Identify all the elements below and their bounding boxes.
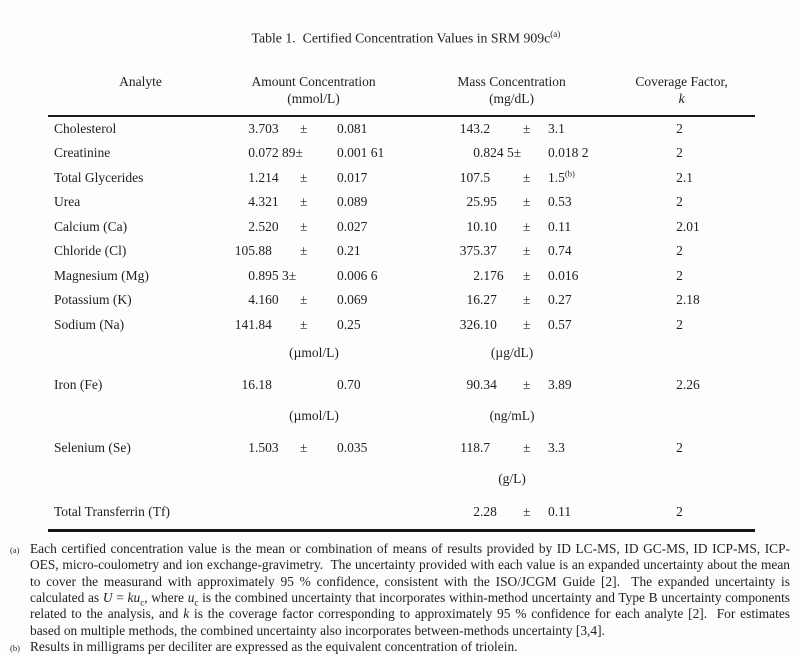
mass-uncertainty-cell: 0.11: [548, 504, 572, 520]
table-row: [48, 432, 755, 463]
amount-value-int-cell: 1: [248, 169, 255, 185]
amount-value-int-cell: 0: [248, 145, 255, 161]
mass-value-int-cell: 10: [466, 218, 481, 234]
coverage-factor-cell: [608, 337, 755, 369]
analyte-cell: Urea: [54, 194, 81, 210]
srm-certified-values-table: [48, 67, 755, 533]
mass-value-frac-cell: .95: [480, 194, 497, 210]
coverage-factor-cell: 2: [676, 243, 683, 259]
amount-pm-cell: [293, 495, 325, 531]
table-body: [48, 116, 755, 531]
table-title: [0, 0, 798, 63]
amount-header-unit: (mmol/L): [287, 90, 340, 106]
mass-value-frac-cell: .5: [480, 169, 491, 185]
amount-uncertainty-cell: 0.089: [337, 194, 368, 210]
analyte-cell: Iron (Fe): [54, 377, 103, 393]
mass-uncertainty-cell: 3.1: [548, 120, 565, 136]
mass-pm-cell: ±: [523, 169, 531, 185]
amount-uncertainty-cell: 0.70: [337, 377, 361, 393]
amount-value-frac-cell: .503: [255, 440, 279, 456]
mass-pm-cell: ±: [523, 218, 531, 234]
mass-uncertainty-cell: 0.27: [548, 292, 572, 308]
footnote-a-marker: (a): [550, 29, 561, 39]
coverage-factor-cell: 2: [676, 145, 683, 161]
amount-value-int-cell: 141: [234, 316, 255, 332]
coverage-factor-cell: 2.1: [676, 169, 693, 185]
amount-unit-label: (µmol/L): [289, 408, 339, 424]
amount-pm-cell: [293, 264, 325, 289]
column-header-amount-concentration: [198, 67, 400, 116]
amount-value-frac-cell: .84: [255, 316, 272, 332]
mass-uncertainty-cell: 0.74: [548, 243, 572, 259]
amount-value-frac-cell: .895 3±: [255, 267, 297, 283]
mass-value-frac-cell: .27: [480, 292, 497, 308]
column-header-mass-concentration: [400, 67, 608, 116]
analyte-cell: Chloride (Cl): [54, 243, 127, 259]
analyte-cell: Potassium (K): [54, 292, 132, 308]
amount-header-line1: Amount Concentration: [251, 73, 376, 89]
mass-pm-cell: ±: [523, 377, 531, 393]
amount-value-frac-cell: .072 89±: [255, 145, 303, 161]
amount-value-int-cell: 105: [234, 243, 255, 259]
amount-pm-cell: ±: [300, 169, 308, 185]
amount-value-int-cell: 1: [248, 440, 255, 456]
amount-value-frac-cell: .520: [255, 218, 279, 234]
analyte-cell: Sodium (Na): [54, 316, 125, 332]
amount-value-int-cell: 4: [248, 292, 255, 308]
amount-pm-cell: ±: [300, 440, 308, 456]
coverage-factor-cell: [608, 463, 755, 495]
analyte-cell: Magnesium (Mg): [54, 267, 149, 283]
mass-pm-cell: ±: [523, 292, 531, 308]
amount-value-int-cell: 2: [248, 218, 255, 234]
amount-uncertainty-cell: 0.069: [337, 292, 368, 308]
mass-value-int-cell: 16: [466, 292, 481, 308]
mass-uncertainty-cell: 0.018 2: [548, 145, 589, 161]
footnote-b: [8, 639, 790, 655]
mass-pm-cell: ±: [523, 440, 531, 456]
footnote-text: Results in milligrams per deciliter are expressed as the equivalent concentration of triolein.: [30, 638, 518, 654]
footnote-marker: (b): [10, 642, 20, 653]
analyte-cell: [48, 463, 198, 495]
mass-value-int-cell: 2: [473, 267, 481, 283]
mass-value-int-cell: 118: [460, 440, 481, 456]
amount-uncertainty-cell: [325, 495, 400, 531]
amount-pm-cell: ±: [300, 120, 308, 136]
table-row: [48, 190, 755, 215]
mass-value-int-cell: 25: [466, 194, 481, 210]
mass-value-int-cell: 107: [459, 169, 481, 185]
coverage-factor-cell: 2: [676, 120, 683, 136]
coverage-factor-cell: 2: [676, 267, 683, 283]
column-header-analyte: [48, 67, 198, 116]
table-row: [48, 369, 755, 400]
amount-pm-cell: ±: [300, 218, 308, 234]
mass-uncertainty-cell: 0.016: [548, 267, 579, 283]
table-row: [48, 215, 755, 240]
footnote-text: Each certified concentration value is the mean or combination of means of results provided by ID LC-MS, ID GC-MS, ID ICP-MS, ICP-OES, micro-coulometry and ion exchange-gravimetry. The uncertainty provided with each value is an expanded uncertainty about the mean to cover the measurand with approximately 95 % confidence, consistent with the ISO/JCGM Guide [2]. The expanded uncertainty is calculated as $U = ku_c$, where $u_c$ is the combined uncertainty that incorporates within-method uncertainty and Type B uncertainty components related to the analysis, and k is the coverage factor corresponding to approximately 95 % confidence for each analyte [2]. For estimates based on multiple methods, the combined uncertainty also incorporates between-methods uncertainty [3,4].: [30, 541, 791, 638]
amount-uncertainty-cell: 0.017: [337, 169, 368, 185]
footnotes-block: [8, 541, 790, 655]
amount-value-int-cell: 4: [248, 194, 255, 210]
analyte-cell: Total Glycerides: [54, 169, 144, 185]
mass-unit-label: (g/L): [498, 471, 526, 487]
mass-value-frac-cell: .10: [480, 218, 497, 234]
amount-pm-cell: ±: [300, 292, 308, 308]
amount-pm-cell: ±: [300, 316, 308, 332]
amount-uncertainty-cell: 0.006 6: [337, 267, 378, 283]
amount-value-frac-cell: .18: [255, 377, 272, 393]
analyte-cell: [48, 400, 198, 432]
mass-pm-cell: ±: [523, 243, 531, 259]
mass-uncertainty-cell: 0.57: [548, 316, 572, 332]
amount-uncertainty-cell: 0.001 61: [337, 145, 385, 161]
amount-uncertainty-cell: 0.081: [337, 120, 368, 136]
mass-value-frac-cell: .824 5±: [480, 145, 522, 161]
table-row: [48, 141, 755, 166]
units-row: [48, 337, 755, 369]
mass-value-int-cell: 375: [459, 243, 481, 259]
footnote-marker: (a): [10, 545, 20, 556]
coverage-factor-cell: 2.01: [676, 218, 700, 234]
mass-value-frac-cell: .2: [480, 120, 491, 136]
table-row: [48, 495, 755, 531]
table-title-text: Table 1. Certified Concentration Values in SRM 909c: [251, 30, 551, 46]
footnote-a: [8, 541, 790, 639]
mass-value-int-cell: 143: [459, 120, 481, 136]
amount-uncertainty-cell: 0.027: [337, 218, 368, 234]
amount-unit-label: [198, 463, 400, 495]
amount-uncertainty-cell: 0.25: [337, 316, 361, 332]
coverage-header-k: k: [678, 90, 685, 106]
table-row: [48, 264, 755, 289]
units-row: [48, 400, 755, 432]
amount-value-frac-cell: .160: [255, 292, 279, 308]
mass-value-int-cell: 2: [473, 504, 481, 520]
amount-pm-cell: ±: [300, 194, 308, 210]
mass-value-frac-cell: .37: [480, 243, 497, 259]
coverage-factor-cell: 2: [676, 440, 683, 456]
column-header-coverage-factor: [608, 67, 755, 116]
analyte-cell: Selenium (Se): [54, 440, 131, 456]
amount-value-frac-cell: .703: [255, 120, 279, 136]
mass-pm-cell: ±: [523, 504, 531, 520]
table-row: [48, 239, 755, 264]
table-row: [48, 313, 755, 338]
analyte-cell: [48, 337, 198, 369]
amount-value-frac-cell: .321: [255, 194, 279, 210]
mass-uncertainty-cell: 0.53: [548, 194, 572, 210]
coverage-factor-cell: 2.18: [676, 292, 700, 308]
table-header: [48, 67, 755, 116]
table-row: [48, 166, 755, 191]
amount-value-int-cell: 3: [248, 120, 255, 136]
analyte-cell: Cholesterol: [54, 120, 117, 136]
mass-uncertainty-cell: 1.5$^{(b)}$: [548, 168, 575, 185]
coverage-factor-cell: 2.26: [676, 377, 700, 393]
mass-value-frac-cell: .10: [480, 316, 497, 332]
table-row: [48, 288, 755, 313]
analyte-cell: Creatinine: [54, 145, 111, 161]
mass-value-int-cell: 90: [466, 377, 481, 393]
mass-pm-cell: ±: [523, 194, 531, 210]
coverage-header-line1: Coverage Factor,: [635, 73, 728, 89]
mass-value-frac-cell: .176: [480, 267, 504, 283]
table-row: [48, 116, 755, 142]
mass-unit-label: (ng/mL): [489, 408, 535, 424]
mass-header-unit: (mg/dL): [489, 90, 535, 106]
mass-value-frac-cell: .34: [480, 377, 497, 393]
mass-pm-cell: ±: [523, 120, 531, 136]
analyte-cell: Calcium (Ca): [54, 218, 128, 234]
mass-value-int-cell: 326: [459, 316, 481, 332]
mass-uncertainty-cell: 3.89: [548, 377, 572, 393]
coverage-factor-cell: 2: [676, 504, 683, 520]
amount-value-int-cell: 16: [241, 377, 255, 393]
analyte-cell: Total Transferrin (Tf): [54, 504, 171, 520]
amount-uncertainty-cell: 0.035: [337, 440, 368, 456]
analyte-header-label: Analyte: [119, 73, 162, 89]
amount-unit-label: (µmol/L): [289, 345, 339, 361]
coverage-factor-cell: 2: [676, 316, 683, 332]
mass-pm-cell: ±: [523, 316, 531, 332]
amount-value-frac-cell: [255, 495, 293, 531]
mass-header-line1: Mass Concentration: [457, 73, 566, 89]
amount-value-frac-cell: .88: [255, 243, 272, 259]
mass-pm-cell: ±: [523, 267, 531, 283]
mass-uncertainty-cell: 0.11: [548, 218, 572, 234]
mass-value-frac-cell: .28: [480, 504, 497, 520]
mass-unit-label: (µg/dL): [490, 345, 534, 361]
amount-value-int-cell: 0: [248, 267, 255, 283]
mass-value-int-cell: 0: [473, 145, 481, 161]
mass-value-frac-cell: .7: [480, 440, 491, 456]
coverage-factor-cell: [608, 400, 755, 432]
mass-uncertainty-cell: 3.3: [548, 440, 565, 456]
header-row: [48, 67, 755, 116]
amount-value-frac-cell: .214: [255, 169, 279, 185]
units-row: [48, 463, 755, 495]
coverage-factor-cell: 2: [676, 194, 683, 210]
amount-pm-cell: [293, 369, 325, 400]
footnote-b-marker: (b): [564, 168, 575, 179]
amount-uncertainty-cell: 0.21: [337, 243, 361, 259]
amount-pm-cell: ±: [300, 243, 308, 259]
amount-value-int-cell: [198, 495, 255, 531]
